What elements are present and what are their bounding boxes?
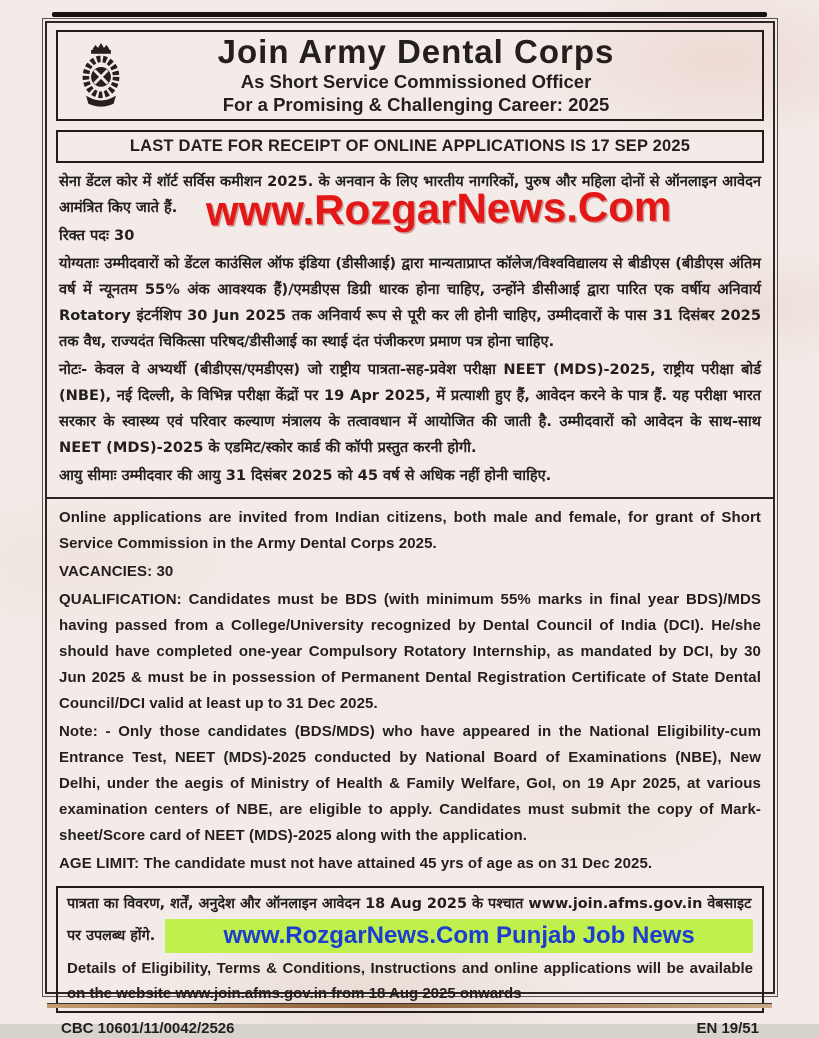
hindi-note-label: नोटः- (59, 360, 88, 378)
hindi-age-limit-label: आयु सीमाः (59, 466, 117, 484)
last-date-banner: LAST DATE FOR RECEIPT OF ONLINE APPLICATIONS IS 17 SEP 2025 (56, 130, 764, 163)
english-qualification-text: Candidates must be BDS (with minimum 55% marks in final year BDS)/MDS having passed from a College/University recognized by Dental Council of India (DCI). He/she should have completed one-year Compulsory Rotatory Internship, as mandated by DCI, by 30 Jun 2025 & must be in possession of Permanent Dental Registration Certificate of State Dental Council/DCI valid at least up to 31 Dec 2025. (59, 590, 761, 712)
footer-row (56, 1013, 764, 1038)
hindi-qualification-label: योग्यताः (59, 254, 99, 272)
english-note-paragraph (59, 719, 761, 849)
english-vacancies-label: VACANCIES: 30 (59, 562, 174, 580)
header-box (56, 30, 764, 121)
hindi-intro-paragraph: सेना डेंटल कोर में शॉर्ट सर्विस कमीशन 2025. के अनवान के लिए भारतीय नागरिकों, पुरुष और महिला दोनों से ऑनलाइन आवेदन आमंत्रित किए जाते हैं. (59, 172, 761, 216)
availability-box (56, 886, 764, 1013)
page-subtitle-2: For a Promising & Challenging Career: 2025 (222, 93, 610, 115)
english-section (59, 505, 761, 877)
hindi-age-limit-text: उम्मीदवार की आयु 31 दिसंबर 2025 को 45 वर्ष से अधिक नहीं होनी चाहिए. (116, 466, 552, 484)
english-age-limit-label: AGE LIMIT: (59, 854, 140, 872)
english-qualification-label: QUALIFICATION: (59, 590, 182, 608)
hindi-qualification-paragraph (59, 251, 761, 355)
english-age-limit-paragraph (59, 851, 761, 877)
hindi-vacancies-label: रिक्त पदः 30 (59, 226, 135, 244)
english-note-label: Note: - (59, 722, 111, 740)
english-vacancies-line (59, 559, 761, 585)
rozgarnews-watermark: www.RozgarNews.Com (205, 182, 672, 235)
en-reference-number: EN 19/51 (696, 1019, 759, 1037)
english-age-limit-text: The candidate must not have attained 45 yrs of age as on 31 Dec 2025. (139, 854, 653, 872)
header-titles (136, 35, 754, 116)
page-title: Join Army Dental Corps (217, 33, 615, 70)
rozgarnews-punjab-banner: www.RozgarNews.Com Punjab Job News (165, 919, 753, 953)
availability-hindi-line2: पर उपलब्ध होंगे. (67, 928, 156, 945)
outer-frame (45, 21, 775, 1037)
cbc-reference-number: CBC 10601/11/0042/2526 (61, 1019, 235, 1037)
availability-english-text: Details of Eligibility, Terms & Conditions, Instructions and online applications will be available on the website www.join.afms.gov.in from 18 Aug 2025 onwards (67, 959, 753, 1002)
hindi-note-text: केवल वे अभ्यर्थी (बीडीएस/एमडीएस) जो राष्ट्रीय पात्रता-सह-प्रवेश परीक्षा NEET (MDS)-2025, राष्ट्रीय परीक्षा बोर्ड (NBE), नई दिल्ली, के विभिन्न परीक्षा केंद्रों पर 19 Apr 2025, में प्रत्याशी हुए हैं, आवेदन करने के पात्र हैं. यह परीक्षा भारत सरकार के स्वास्थ्य एवं परिवार कल्याण मंत्रालय के तत्वावधान में आयोजित की जाती है. उम्मीदवारों को आवेदन के साथ-साथ NEET (MDS)-2025 के एडमिट/स्कोर कार्ड की कॉपी प्रस्तुत करनी होगी. (59, 360, 761, 456)
hindi-note-paragraph (59, 357, 761, 461)
army-dental-corps-crest-icon (70, 42, 132, 108)
page-subtitle-1: As Short Service Commissioned Officer (240, 70, 592, 92)
english-note-text: Only those candidates (BDS/MDS) who have appeared in the National Eligibility-cum Entrance Test, NEET (MDS)-2025 conducted by National Board of Examinations (NBE), New Delhi, under the aegis of Ministry of Health & Family Welfare, GoI, on 19 Apr 2025, at various examination centers of NBE, are eligible to apply. Candidates must submit the copy of Mark-sheet/Score card of NEET (MDS)-2025 along with the application. (59, 722, 761, 844)
hindi-qualification-text: उम्मीदवारों को डेंटल काउंसिल ऑफ इंडिया (डीसीआई) द्वारा मान्यताप्राप्त कॉलेज/विश्वविद्यालय से बीडीएस (बीडीएस अंतिम वर्ष में न्यूनतम 55% अंक आवश्यक हैं)/एमडीएस डिग्री धारक होना चाहिए, उन्होंने डीसीआई द्वारा पारित एक वर्षीय अनिवार्य Rotatory इंटर्नशिप 30 Jun 2025 तक अनिवार्य रूप से पूरी कर ली होनी चाहिए, उम्मीदवारों के पास 31 दिसंबर 2025 तक वैध, राज्यदंत चिकित्सा परिषद/डीसीआई का स्थाई दंत पंजीकरण प्रमाण पत्र होना चाहिए. (59, 254, 761, 350)
availability-hindi-line1: पात्रता का विवरण, शर्तें, अनुदेश और ऑनलाइन आवेदन 18 Aug 2025 के पश्चात www.join.afms.gov.in वेबसाइट (67, 895, 752, 912)
bottom-scan-edge-line (47, 1003, 772, 1008)
availability-banner-row (67, 919, 753, 953)
english-qualification-paragraph (59, 587, 761, 717)
top-border-rule (52, 12, 767, 17)
body-content (56, 163, 764, 879)
english-intro-paragraph: Online applications are invited from Indian citizens, both male and female, for grant of Short Service Commission in the Army Dental Corps 2025. (59, 508, 761, 552)
hindi-age-limit-paragraph (59, 463, 761, 489)
section-divider (47, 497, 773, 499)
